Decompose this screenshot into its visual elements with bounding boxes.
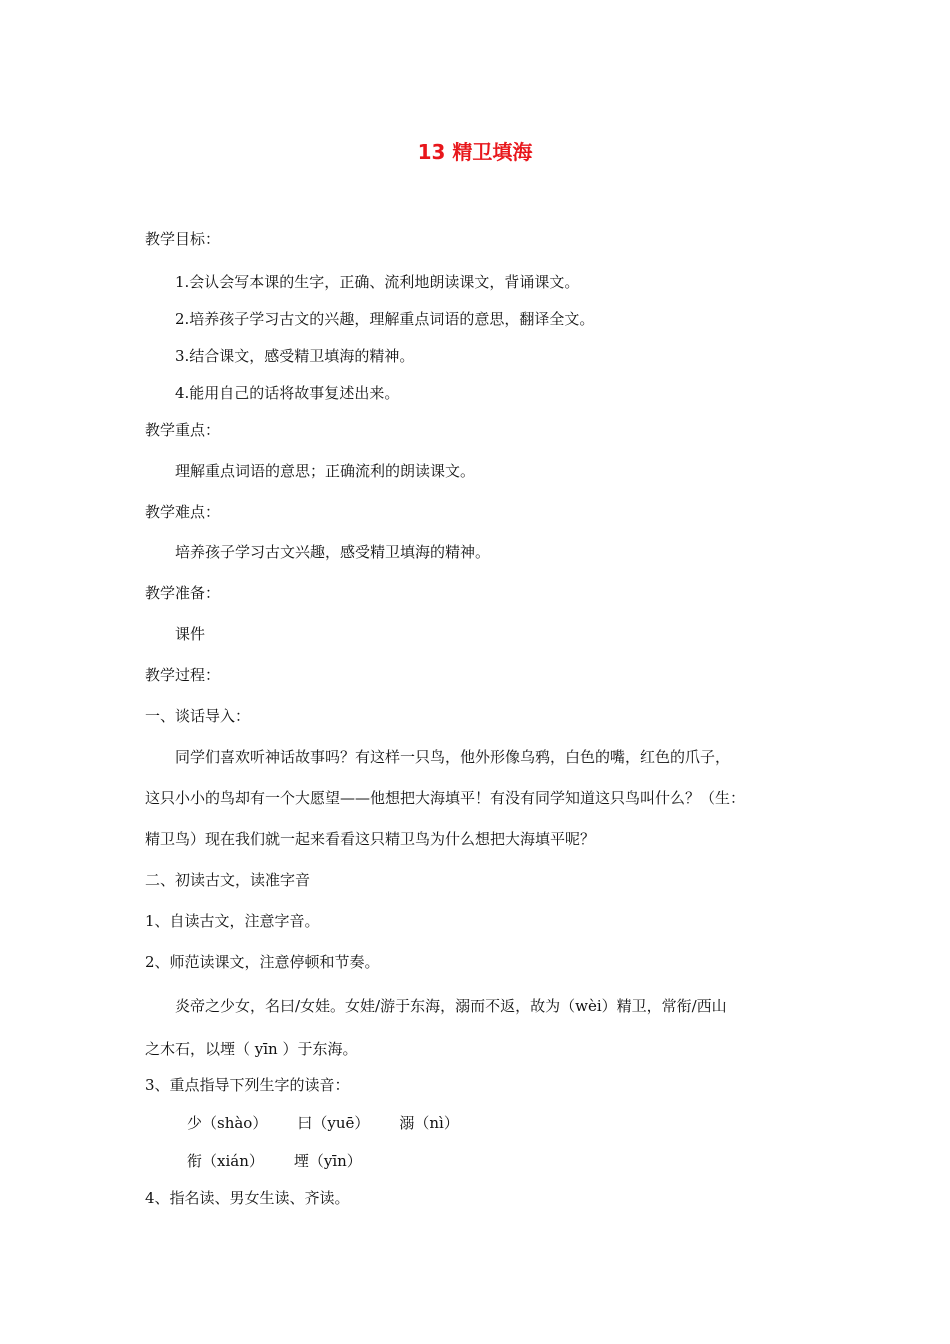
difficulties-text: 培养孩子学习古文兴趣，感受精卫填海的精神。 xyxy=(175,543,491,561)
key-points-text: 理解重点词语的意思；正确流利的朗读课文。 xyxy=(175,462,476,480)
reading-item: 溺（nì） xyxy=(399,1114,459,1132)
preparation-heading: 教学准备： xyxy=(145,584,221,602)
passage-line-1: 炎帝之少女，名曰/女娃。女娃/游于东海，溺而不返，故为（wèi）精卫，常衔/西山 xyxy=(175,997,727,1015)
part2-step-4: 4、指名读、男女生读、齐读。 xyxy=(145,1189,350,1207)
part2-step-2: 2、师范读课文，注意停顿和节奏。 xyxy=(145,953,380,971)
part2-step-3: 3、重点指导下列生字的读音： xyxy=(145,1076,350,1094)
part1-line-1: 同学们喜欢听神话故事吗？有这样一只鸟，他外形像乌鸦，白色的嘴，红色的爪子， xyxy=(175,748,731,766)
key-points-heading: 教学重点： xyxy=(145,421,221,439)
part1-line-3: 精卫鸟）现在我们就一起来看看这只精卫鸟为什么想把大海填平呢？ xyxy=(145,830,596,848)
goal-item-3: 3.结合课文，感受精卫填海的精神。 xyxy=(175,347,415,365)
readings-row-1 xyxy=(187,1113,459,1133)
passage-line-2: 之木石，以堙（ yīn ）于东海。 xyxy=(145,1040,358,1058)
readings-row-2 xyxy=(187,1151,362,1171)
goal-item-2: 2.培养孩子学习古文的兴趣，理解重点词语的意思，翻译全文。 xyxy=(175,310,595,328)
part1-line-2: 这只小小的鸟却有一个大愿望——他想把大海填平！有没有同学知道这只鸟叫什么？（生： xyxy=(145,789,746,807)
goal-item-1: 1.会认会写本课的生字，正确、流利地朗读课文，背诵课文。 xyxy=(175,273,580,291)
difficulties-heading: 教学难点： xyxy=(145,503,221,521)
part2-step-1: 1、自读古文，注意字音。 xyxy=(145,912,320,930)
reading-item: 堙（yīn） xyxy=(293,1152,362,1170)
goal-item-4: 4.能用自己的话将故事复述出来。 xyxy=(175,384,400,402)
process-heading: 教学过程： xyxy=(145,666,221,684)
reading-item: 曰（yuē） xyxy=(297,1114,370,1132)
preparation-text: 课件 xyxy=(175,625,206,643)
document-title: 13 精卫填海 xyxy=(417,140,533,164)
part1-heading: 一、谈话导入： xyxy=(145,707,251,725)
reading-item: 衔（xián） xyxy=(187,1152,264,1170)
part2-heading: 二、初读古文，读准字音 xyxy=(145,871,311,889)
goals-heading: 教学目标： xyxy=(145,230,221,248)
reading-item: 少（shào） xyxy=(187,1114,268,1132)
